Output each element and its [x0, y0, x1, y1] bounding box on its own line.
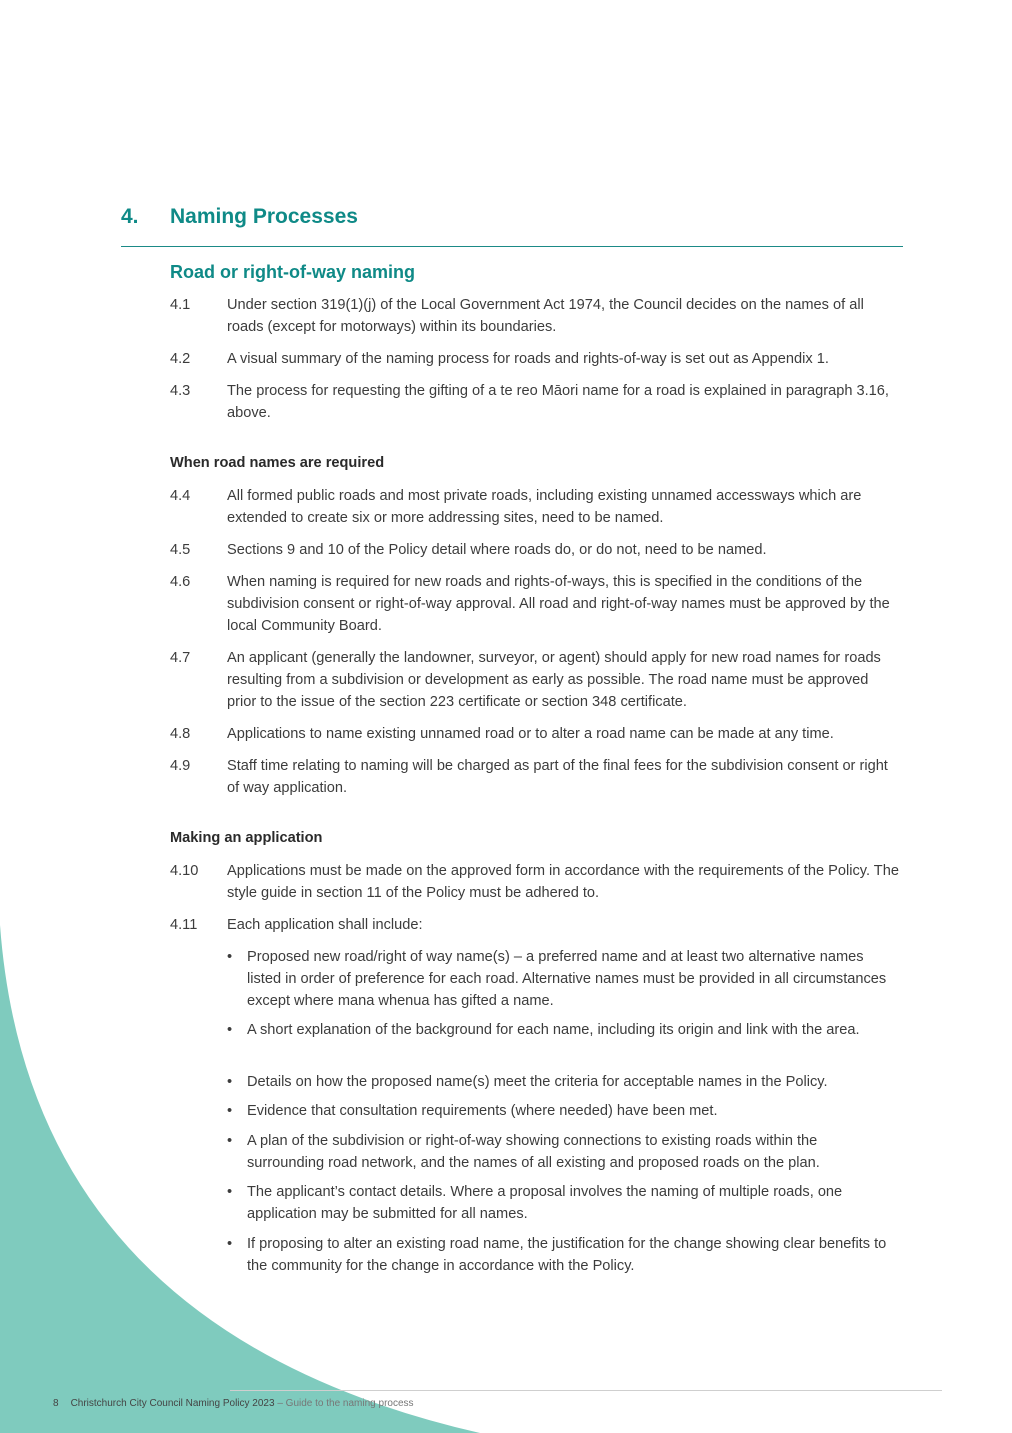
- paragraph-text: Applications must be made on the approved form in accordance with the requirements of the Policy. The style guide in section 11 of the Policy must be adhered to.: [227, 863, 899, 901]
- bullet-text: Proposed new road/right of way name(s) – a preferred name and at least two alternative names listed in order of preference for each road. Alternative names must be provided in all circumstances except where mana whenua has gifted a name.: [247, 949, 887, 1009]
- footer-divider: [230, 1390, 942, 1391]
- paragraph-text: All formed public roads and most private roads, including existing unnamed accessways which are extended to create six or more addressing sites, need to be named.: [227, 488, 862, 526]
- section-heading: [121, 205, 903, 229]
- bullet-item: [227, 1071, 895, 1093]
- paragraph-number: 4.6: [170, 574, 191, 590]
- paragraph-number: 4.1: [170, 297, 191, 313]
- bullet-item: [227, 1019, 895, 1041]
- paragraph-number: 4.8: [170, 726, 191, 742]
- paragraph-number: 4.7: [170, 650, 191, 666]
- bullet-item: [227, 1130, 895, 1174]
- paragraph-4-10: [170, 860, 900, 904]
- bullet-dot: •: [227, 1022, 233, 1038]
- heading-divider: [121, 246, 903, 247]
- paragraph-text: An applicant (generally the landowner, surveyor, or agent) should apply for new road names for roads resulting from a subdivision or development as early as possible. The road name must be approved prior to the issue of the section 223 certificate or section 348 certificate.: [227, 650, 881, 710]
- paragraph-4-9: [170, 755, 900, 799]
- bullet-text: Details on how the proposed name(s) meet the criteria for acceptable names in the Policy.: [247, 1074, 828, 1090]
- paragraph-number: 4.10: [170, 863, 199, 879]
- bullet-dot: •: [227, 1236, 233, 1252]
- paragraph-4-2: [170, 348, 900, 370]
- bullet-text: Evidence that consultation requirements (where needed) have been met.: [247, 1103, 718, 1119]
- paragraph-number: 4.9: [170, 758, 191, 774]
- paragraph-4-6: [170, 571, 900, 637]
- when-required-heading: When road names are required: [170, 455, 385, 471]
- bullet-dot: •: [227, 949, 233, 965]
- bullet-dot: •: [227, 1184, 233, 1200]
- bullet-dot: •: [227, 1133, 233, 1149]
- paragraph-4-7: [170, 647, 900, 713]
- bullet-dot: •: [227, 1074, 233, 1090]
- bullet-text: A short explanation of the background for each name, including its origin and link with the area.: [247, 1022, 860, 1038]
- subsection-title: Road or right-of-way naming: [170, 262, 415, 282]
- bullet-item: [227, 1181, 895, 1225]
- page-number: 8: [53, 1398, 59, 1409]
- paragraph-number: 4.5: [170, 542, 191, 558]
- bullet-item: [227, 946, 895, 1012]
- paragraph-text: When naming is required for new roads and rights-of-ways, this is specified in the conditions of the subdivision consent or right-of-way approval. All road and right-of-way names must be approved by the local Community Board.: [227, 574, 890, 634]
- paragraph-4-11: [170, 914, 900, 936]
- paragraph-4-3: [170, 380, 900, 424]
- making-application-heading: Making an application: [170, 830, 323, 846]
- paragraph-text: The process for requesting the gifting of a te reo Māori name for a road is explained in paragraph 3.16, above.: [227, 383, 889, 421]
- section-number: 4.: [121, 205, 139, 228]
- paragraph-text: Each application shall include:: [227, 917, 423, 933]
- bullet-text: A plan of the subdivision or right-of-way showing connections to existing roads within the surrounding road network, and the names of all existing and proposed roads on the plan.: [247, 1133, 820, 1171]
- bullet-text: The applicant’s contact details. Where a proposal involves the naming of multiple roads, one application may be submitted for all names.: [247, 1184, 843, 1222]
- page-footer: [53, 1398, 414, 1409]
- bullet-item: [227, 1100, 895, 1122]
- paragraph-text: A visual summary of the naming process for roads and rights-of-way is set out as Appendix 1.: [227, 351, 829, 367]
- footer-doc-subtitle: – Guide to the naming process: [274, 1398, 414, 1409]
- bullet-item: [227, 1233, 895, 1277]
- paragraph-number: 4.2: [170, 351, 191, 367]
- paragraph-number: 4.11: [170, 917, 198, 933]
- bullet-text: If proposing to alter an existing road name, the justification for the change showing clear benefits to the community for the change in accordance with the Policy.: [247, 1236, 887, 1274]
- paragraph-number: 4.3: [170, 383, 191, 399]
- section-title: Naming Processes: [170, 205, 358, 228]
- paragraph-text: Under section 319(1)(j) of the Local Government Act 1974, the Council decides on the names of all roads (except for motorways) within its boundaries.: [227, 297, 864, 335]
- paragraph-text: Staff time relating to naming will be charged as part of the final fees for the subdivision consent or right of way application.: [227, 758, 888, 796]
- paragraph-4-8: [170, 723, 900, 745]
- paragraph-4-5: [170, 539, 900, 561]
- paragraph-number: 4.4: [170, 488, 191, 504]
- paragraph-4-1: [170, 294, 900, 338]
- bullet-dot: •: [227, 1103, 233, 1119]
- footer-doc-title: Christchurch City Council Naming Policy 2023: [70, 1398, 275, 1409]
- paragraph-4-4: [170, 485, 900, 529]
- paragraph-text: Applications to name existing unnamed road or to alter a road name can be made at any time.: [227, 726, 834, 742]
- paragraph-text: Sections 9 and 10 of the Policy detail where roads do, or do not, need to be named.: [227, 542, 767, 558]
